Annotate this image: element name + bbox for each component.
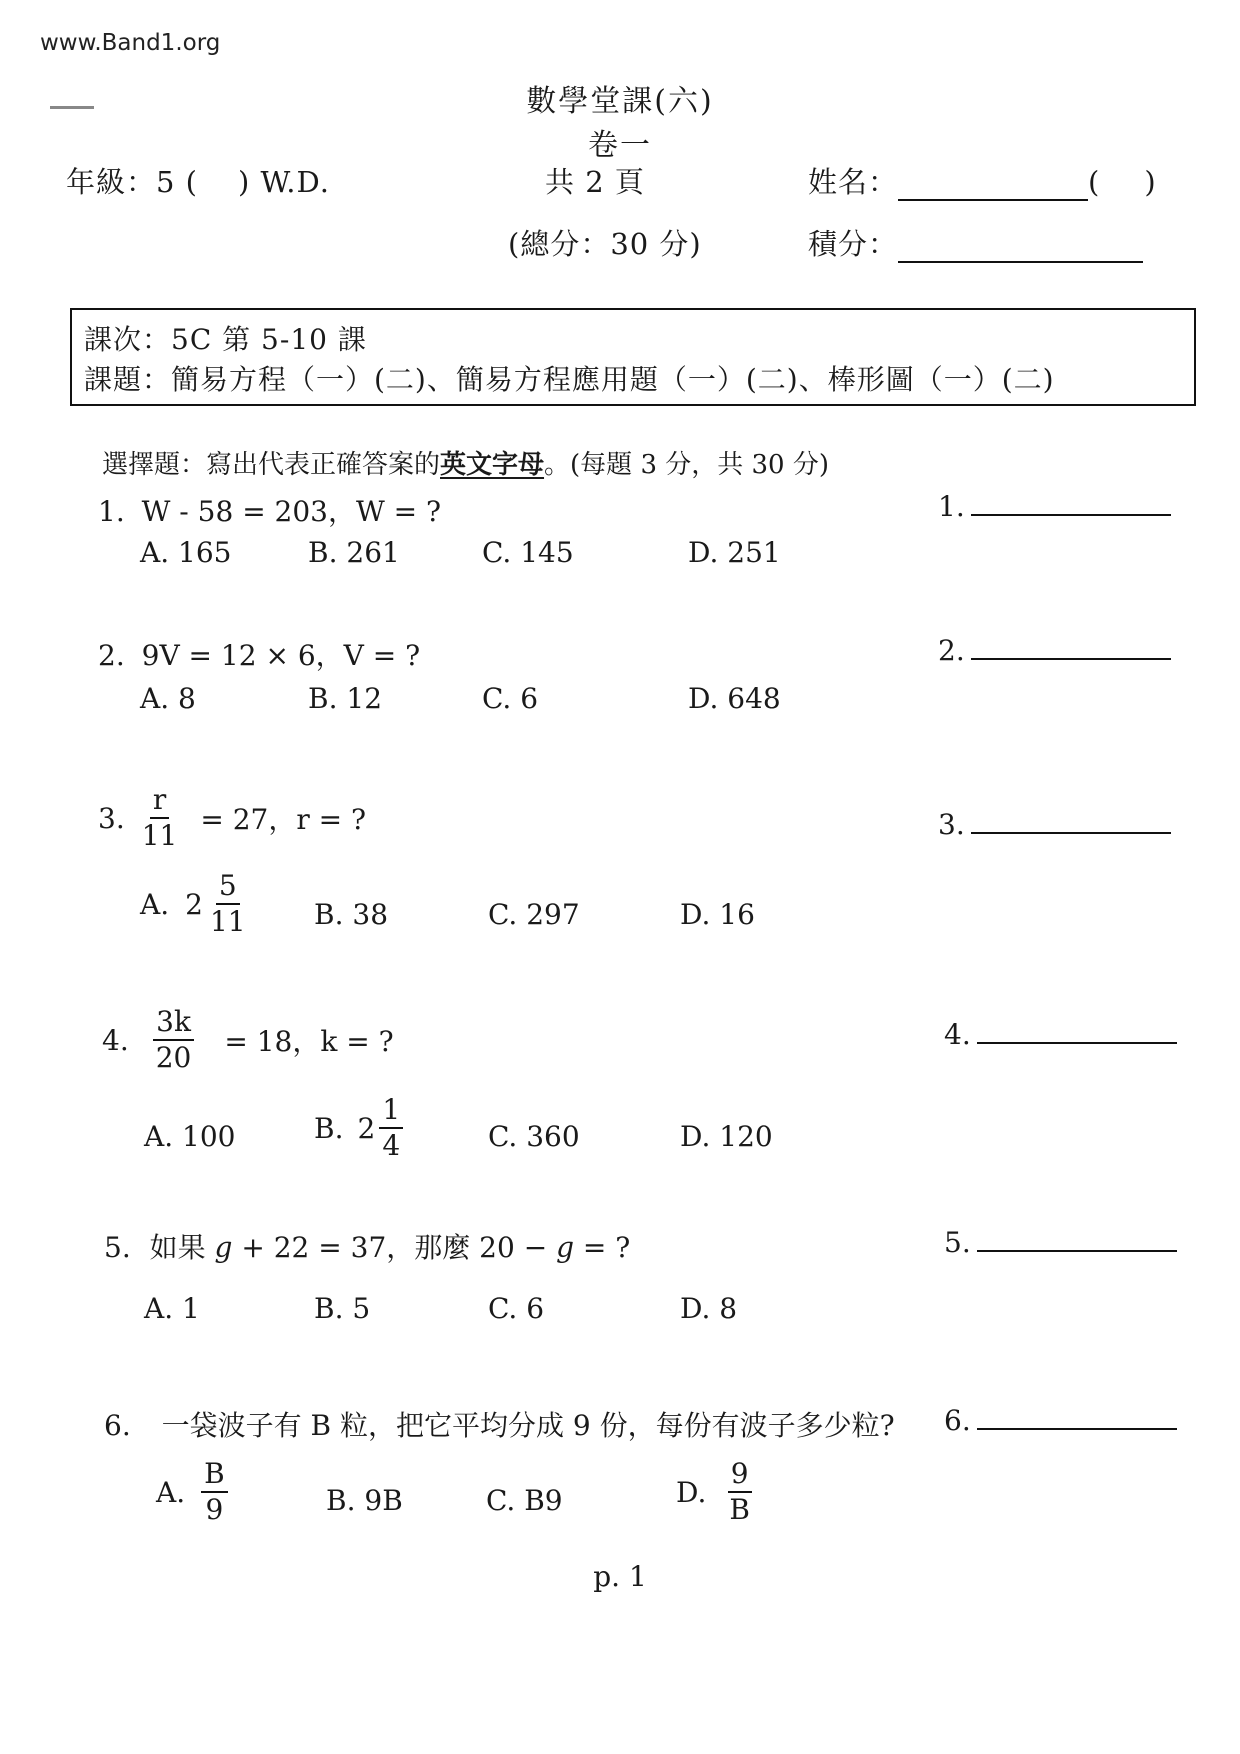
grade-label: 年級：5 ( [66,165,198,199]
q1-option-c: C. 145 [482,536,574,569]
name-label: 姓名： [808,165,899,199]
answer-label: 2. [938,634,965,667]
q4-option-d: D. 120 [680,1120,773,1153]
question-1 [98,490,441,530]
answer-blank[interactable] [977,1228,1177,1252]
question-number: 2. [98,639,125,672]
q4-option-a: A. 100 [144,1120,236,1153]
question-6 [104,1404,895,1444]
q3-option-b: B. 38 [314,898,389,931]
question-number: 4. [102,1023,129,1057]
answer-blank[interactable] [971,492,1171,516]
answer-blank[interactable] [971,636,1171,660]
answer-blank[interactable] [977,1406,1177,1430]
question-stem: 9V = 12 × 6，V = ? [141,639,421,672]
stem-fraction: $\frac{3k}{20}$ [153,1008,195,1072]
q1-option-a: A. 165 [140,536,232,569]
q3-option-d: D. 16 [680,898,755,931]
class-number-close: ) [1144,165,1157,199]
q1-option-b: B. 261 [308,536,400,569]
name-field [808,160,1157,201]
q2-option-c: C. 6 [482,682,539,715]
answer-1[interactable] [938,490,1171,523]
answer-2[interactable] [938,634,1171,667]
q2-option-a: A. 8 [140,682,196,715]
stem-fraction: $\frac{r}{11}$ [141,783,178,852]
question-3 [98,783,367,852]
q2-option-d: D. 648 [688,682,781,715]
question-number: 3. [98,801,125,835]
question-stem: W - 58 = 203，W = ? [141,495,442,528]
question-4 [102,1005,394,1074]
page-number: p. 1 [593,1560,647,1593]
q5-option-d: D. 8 [680,1292,738,1325]
q4-option-c: C. 360 [488,1120,580,1153]
q3-option-c: C. 297 [488,898,580,931]
instructions [102,444,829,481]
q3-option-a: A. 2 $\frac{5}{11}$ [140,869,246,938]
q5-option-a: A. 1 [144,1292,200,1325]
question-number: 6. [104,1409,131,1442]
answer-6[interactable] [944,1404,1177,1437]
lesson-range: 課次：5C 第 5-10 課 [84,323,367,356]
answer-label: 6. [944,1404,971,1437]
q6-option-c: C. B9 [486,1484,563,1517]
q2-option-b: B. 12 [308,682,383,715]
question-stem: 如果 g + 22 = 37，那麼 20 − g = ? [149,1231,631,1264]
answer-3[interactable] [938,808,1171,841]
worksheet-subtitle: 卷一 [588,128,652,163]
q5-option-b: B. 5 [314,1292,371,1325]
answer-blank[interactable] [977,1020,1177,1044]
question-5 [104,1226,630,1266]
q5-option-c: C. 6 [488,1292,545,1325]
instructions-prefix: 選擇題：寫出代表正確答案的 [102,450,441,480]
grade-suffix: ) W.D. [237,165,330,199]
name-blank[interactable] [898,175,1088,201]
question-2 [98,634,420,674]
score-blank[interactable] [898,233,1143,263]
score-field [808,222,1143,263]
question-number: 5. [104,1231,131,1264]
question-stem: = 18，k = ? [224,1025,394,1058]
question-stem: 一袋波子有 B 粒，把它平均分成 9 份，每份有波子多少粒? [161,1409,895,1442]
q6-option-b: B. 9B [326,1484,403,1517]
instructions-emphasis: 英文字母 [440,450,545,480]
question-stem: = 27，r = ? [200,803,367,836]
instructions-suffix: 。(每題 3 分，共 30 分) [544,450,830,480]
answer-4[interactable] [944,1018,1177,1051]
topic-box [70,308,1196,406]
answer-label: 3. [938,808,965,841]
score-label: 積分： [808,227,899,261]
answer-label: 1. [938,490,965,523]
q4-option-b: B. 2 $\frac{1}{4}$ [314,1096,407,1160]
answer-blank[interactable] [971,810,1171,834]
page-count: 共 2 頁 [545,165,645,199]
q6-option-a: A. $\frac{B}{9}$ [156,1460,232,1524]
q1-option-d: D. 251 [688,536,781,569]
class-number-open: ( [1088,165,1101,199]
lesson-topics: 課題：簡易方程（一）(二)、簡易方程應用題（一）(二)、棒形圖（一）(二) [84,363,1055,396]
question-number: 1. [98,495,125,528]
worksheet-title: 數學堂課(六) [526,84,714,119]
total-marks: (總分：30 分) [508,227,702,261]
q6-option-d: D. $\frac{9}{B}$ [676,1457,750,1526]
grade-field [66,160,330,201]
answer-label: 4. [944,1018,971,1051]
answer-label: 5. [944,1226,971,1259]
site-url: www.Band1.org [40,30,221,56]
answer-5[interactable] [944,1226,1177,1259]
